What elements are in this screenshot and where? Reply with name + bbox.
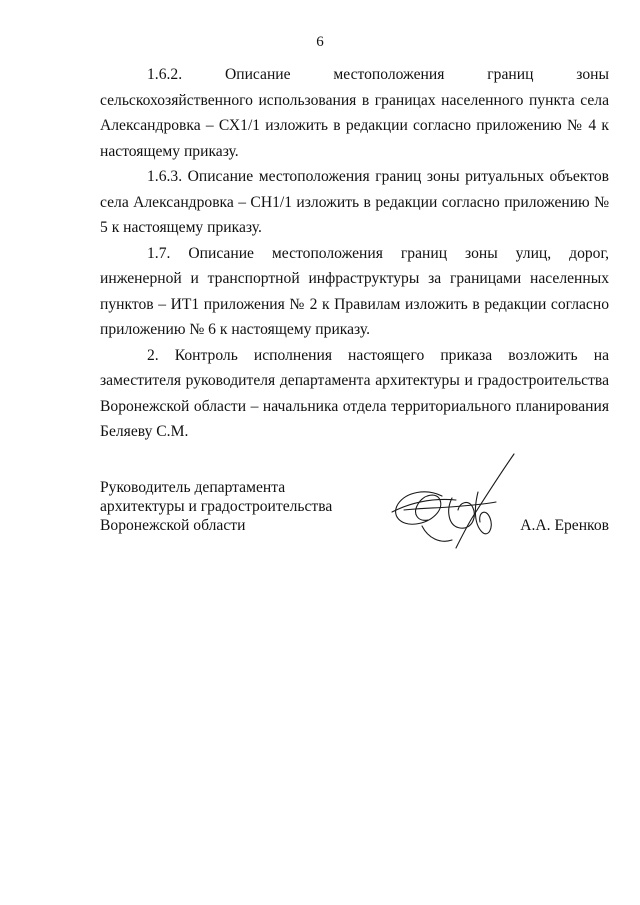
signer-title — [100, 478, 332, 535]
signer-title-line-3: Воронежской области — [100, 517, 246, 534]
paragraph-2: 2. Контроль исполнения настоящего приказа возложить на заместителя руководителя департамента архитектуры и градостроительства Воронежской области – начальника отдела территориального планирования Беляеву С.М. — [100, 346, 609, 440]
signer-title-line-2: архитектуры и градостроительства — [100, 498, 333, 515]
paragraph-1-6-2: 1.6.2. Описание местоположения границ зоны сельскохозяйственного использования в границах населенного пункта села Александровка – СХ1/1 изложить в редакции согласно приложению № 4 к настоящему приказу. — [100, 66, 609, 160]
signer-title-line-1: Руководитель департамента — [100, 479, 286, 496]
paragraph-1-7: 1.7. Описание местоположения границ зоны улиц, дорог, инженерной и транспортной инфраструктуры за границами населенных пунктов – ИТ1 приложения № 2 к Правилам изложить в редакции согласно приложению № 6 к настоящему приказу. — [100, 244, 609, 338]
page-number: 6 — [316, 34, 324, 50]
signer-name: А.А. Еренков — [520, 517, 609, 534]
paragraph-1-6-3: 1.6.3. Описание местоположения границ зоны ритуальных объектов села Александровка – СН1/1 изложить в редакции согласно приложению № 5 к настоящему приказу. — [100, 168, 609, 236]
document-body — [100, 62, 609, 445]
handwritten-signature — [382, 452, 532, 562]
signature-block — [100, 478, 609, 578]
